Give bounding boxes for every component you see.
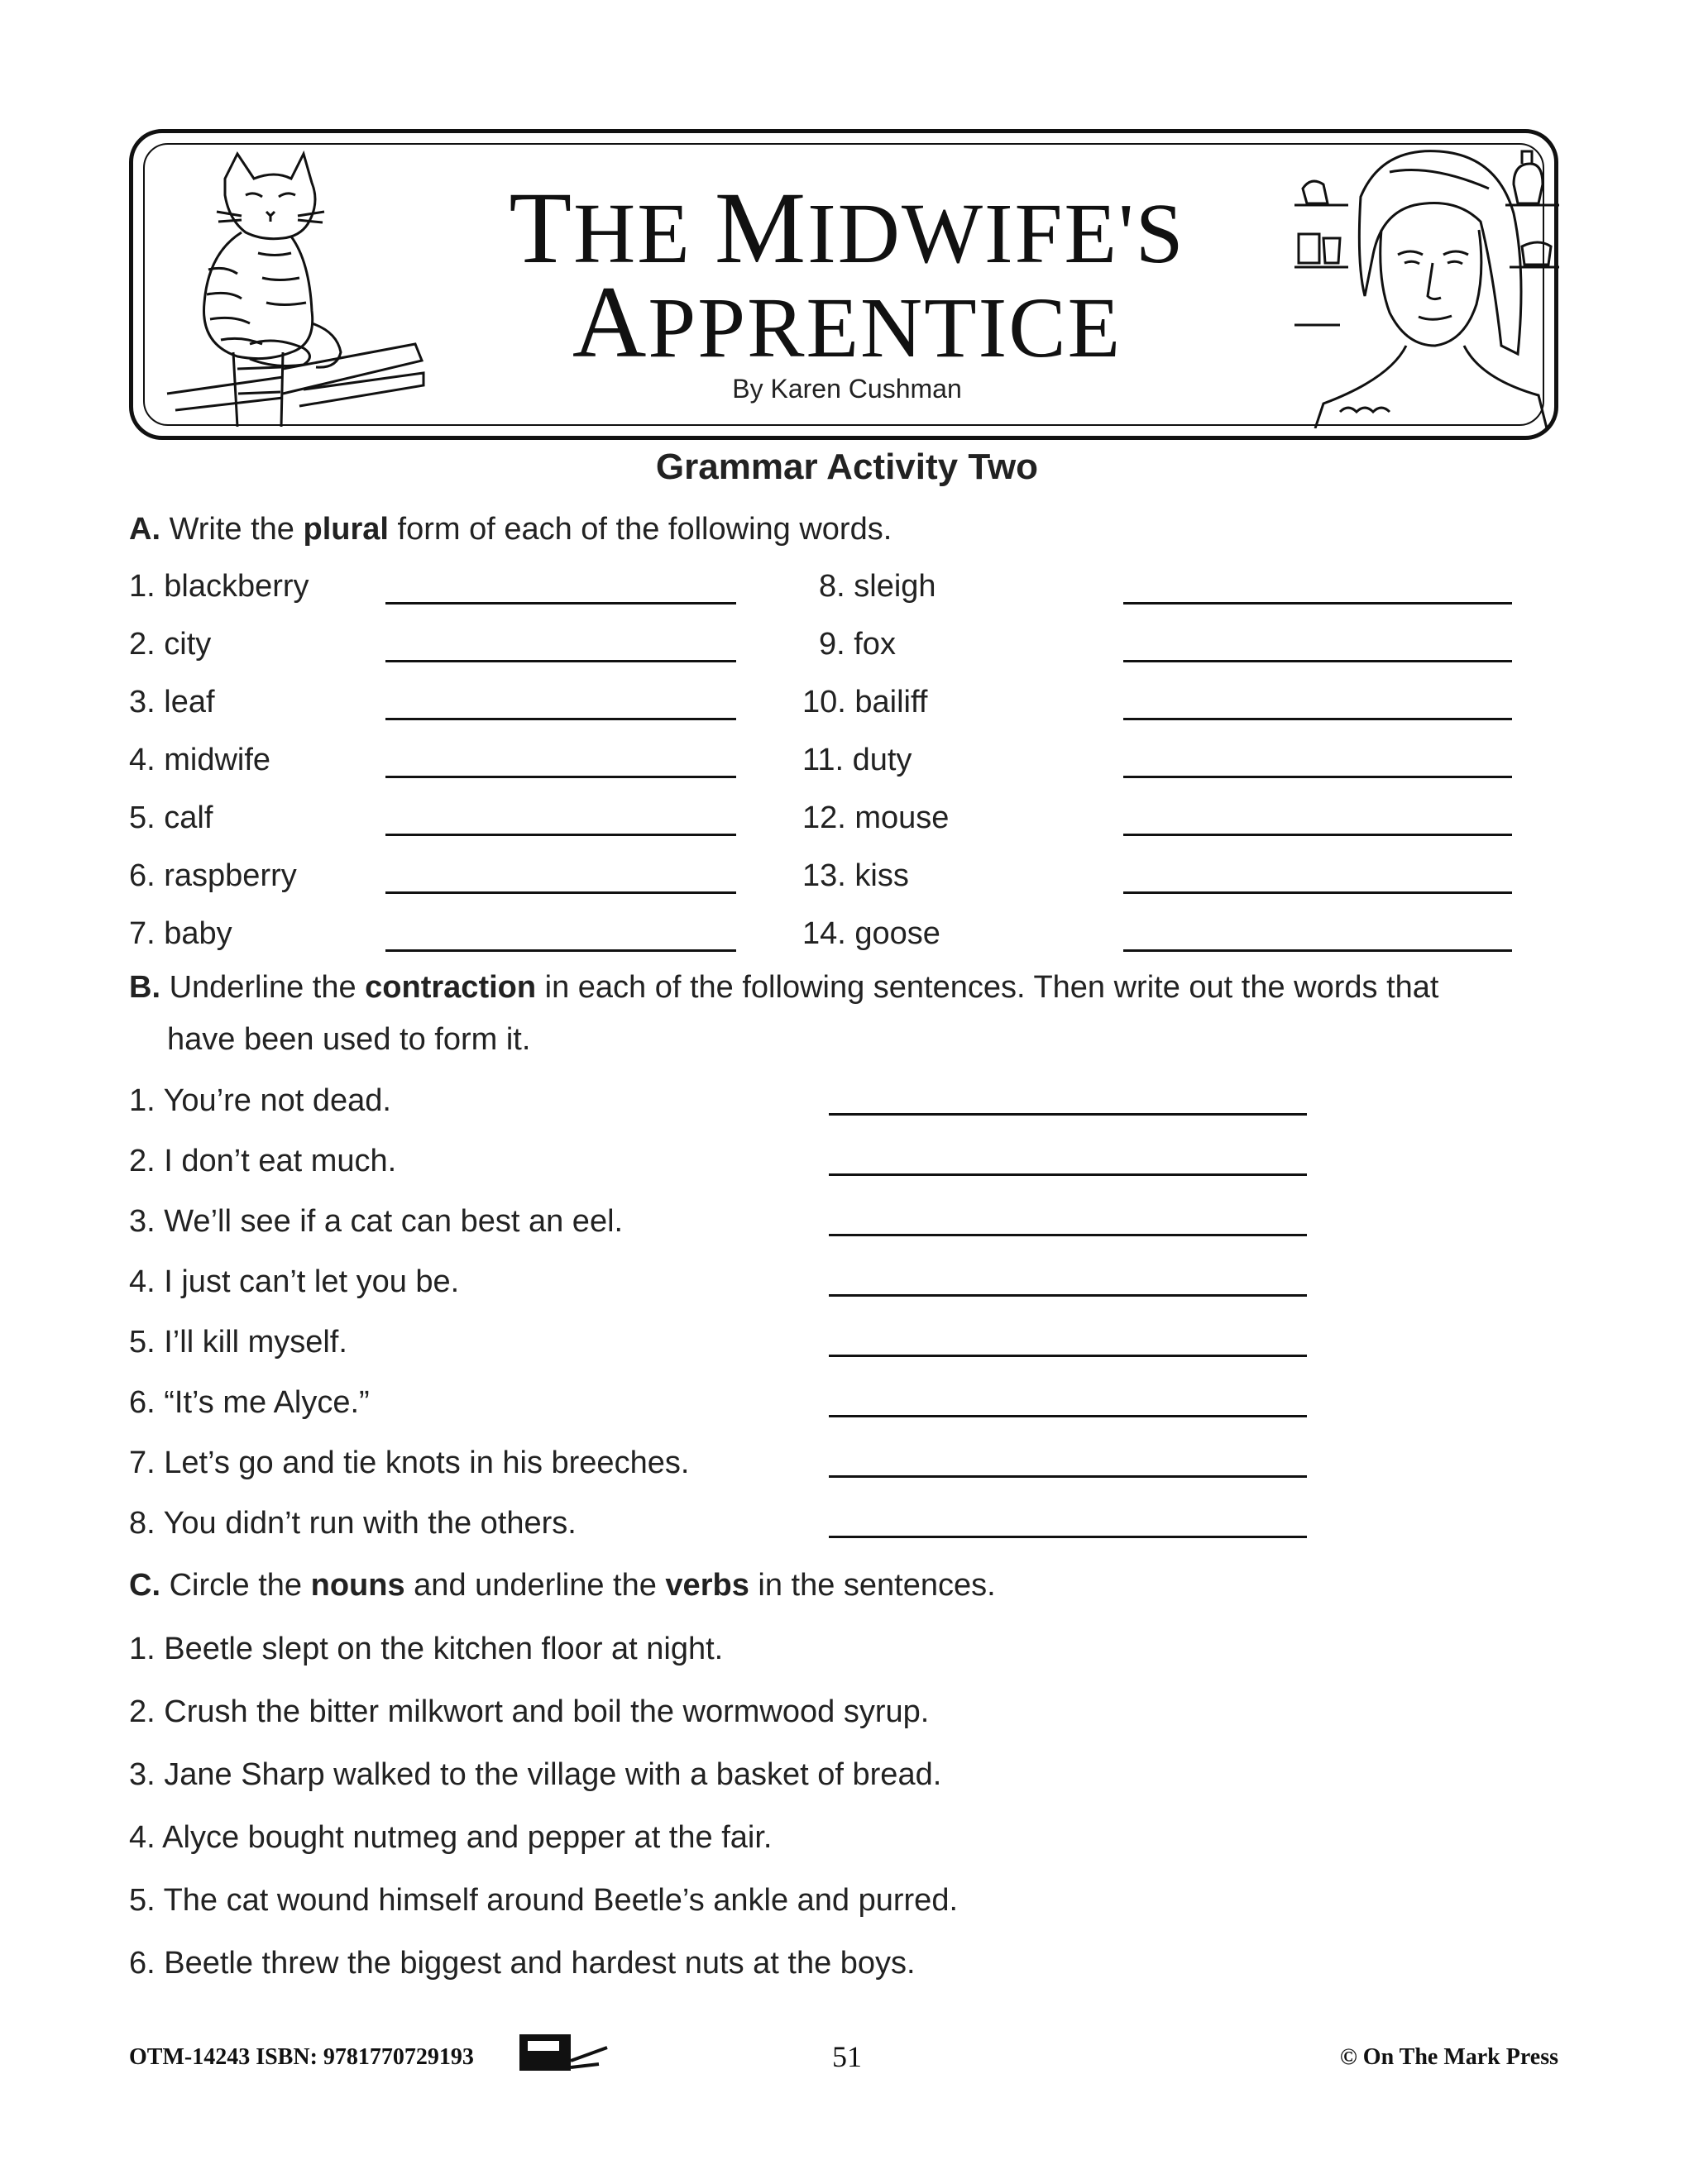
answer-line[interactable] — [1123, 660, 1512, 662]
contraction-sentence: 8. You didn’t run with the others. — [129, 1506, 577, 1541]
author-byline: By Karen Cushman — [732, 374, 962, 404]
answer-line[interactable] — [385, 891, 736, 894]
answer-line[interactable] — [385, 660, 736, 662]
answer-line[interactable] — [829, 1113, 1307, 1116]
contraction-sentence: 4. I just can’t let you be. — [129, 1264, 460, 1299]
answer-line[interactable] — [829, 1536, 1307, 1538]
noun-verb-sentence: 1. Beetle slept on the kitchen floor at night. — [129, 1632, 724, 1666]
plural-word: 2. city — [129, 627, 212, 662]
title-line-1: THE MIDWIFE'S — [509, 171, 1185, 284]
contraction-sentence: 2. I don’t eat much. — [129, 1144, 397, 1178]
noun-verb-sentence: 5. The cat wound himself around Beetle’s ankle and purred. — [129, 1883, 959, 1918]
contraction-sentence: 6. “It’s me Alyce.” — [129, 1385, 370, 1420]
answer-line[interactable] — [829, 1294, 1307, 1297]
noun-verb-sentence: 2. Crush the bitter milkwort and boil the wormwood syrup. — [129, 1694, 930, 1729]
section-b-instructions: B. Underline the contraction in each of the following sentences. Then write out the words that — [129, 970, 1439, 1005]
plural-word: 3. leaf — [129, 685, 215, 719]
footer-publisher: © On The Mark Press — [1339, 2044, 1558, 2070]
footer-code: OTM-14243 ISBN: 9781770729193 — [129, 2044, 474, 2070]
contraction-sentence: 5. I’ll kill myself. — [129, 1325, 347, 1360]
answer-line[interactable] — [1123, 891, 1512, 894]
plural-word: 13. kiss — [802, 858, 909, 893]
plural-word: 9. fox — [819, 627, 896, 662]
answer-line[interactable] — [1123, 949, 1512, 952]
answer-line[interactable] — [829, 1415, 1307, 1417]
answer-line[interactable] — [1123, 776, 1512, 778]
answer-line[interactable] — [1123, 718, 1512, 720]
plural-word: 6. raspberry — [129, 858, 297, 893]
plural-word: 1. blackberry — [129, 569, 309, 604]
noun-verb-sentence: 3. Jane Sharp walked to the village with a basket of bread. — [129, 1757, 942, 1792]
activity-title: Grammar Activity Two — [655, 447, 1039, 487]
answer-line[interactable] — [1123, 834, 1512, 836]
plural-word: 5. calf — [129, 800, 213, 835]
answer-line[interactable] — [385, 949, 736, 952]
answer-line[interactable] — [829, 1234, 1307, 1236]
noun-verb-sentence: 6. Beetle threw the biggest and hardest nuts at the boys. — [129, 1946, 916, 1981]
plural-word: 14. goose — [802, 916, 940, 951]
plural-word: 4. midwife — [129, 743, 271, 777]
answer-line[interactable] — [829, 1355, 1307, 1357]
answer-line[interactable] — [829, 1173, 1307, 1176]
plural-word: 8. sleigh — [819, 569, 936, 604]
plural-word: 12. mouse — [802, 800, 950, 835]
title-line-2: APPRENTICE — [572, 265, 1122, 379]
plural-word: 10. bailiff — [802, 685, 928, 719]
page-number: 51 — [832, 2040, 862, 2073]
contraction-sentence: 7. Let’s go and tie knots in his breeches. — [129, 1446, 690, 1480]
answer-line[interactable] — [385, 834, 736, 836]
answer-line[interactable] — [385, 718, 736, 720]
section-c-instructions: C. Circle the nouns and underline the verbs in the sentences. — [129, 1568, 996, 1603]
plural-word: 11. duty — [802, 743, 912, 777]
answer-line[interactable] — [829, 1475, 1307, 1478]
plural-word: 7. baby — [129, 916, 232, 951]
answer-line[interactable] — [385, 776, 736, 778]
answer-line[interactable] — [1123, 602, 1512, 605]
section-b-instructions-line-2: have been used to form it. — [167, 1022, 531, 1057]
answer-line[interactable] — [385, 602, 736, 605]
noun-verb-sentence: 4. Alyce bought nutmeg and pepper at the fair. — [129, 1820, 773, 1855]
contraction-sentence: 3. We’ll see if a cat can best an eel. — [129, 1204, 624, 1239]
section-a-instructions: A. Write the plural form of each of the following words. — [129, 512, 892, 547]
contraction-sentence: 1. You’re not dead. — [129, 1083, 391, 1118]
